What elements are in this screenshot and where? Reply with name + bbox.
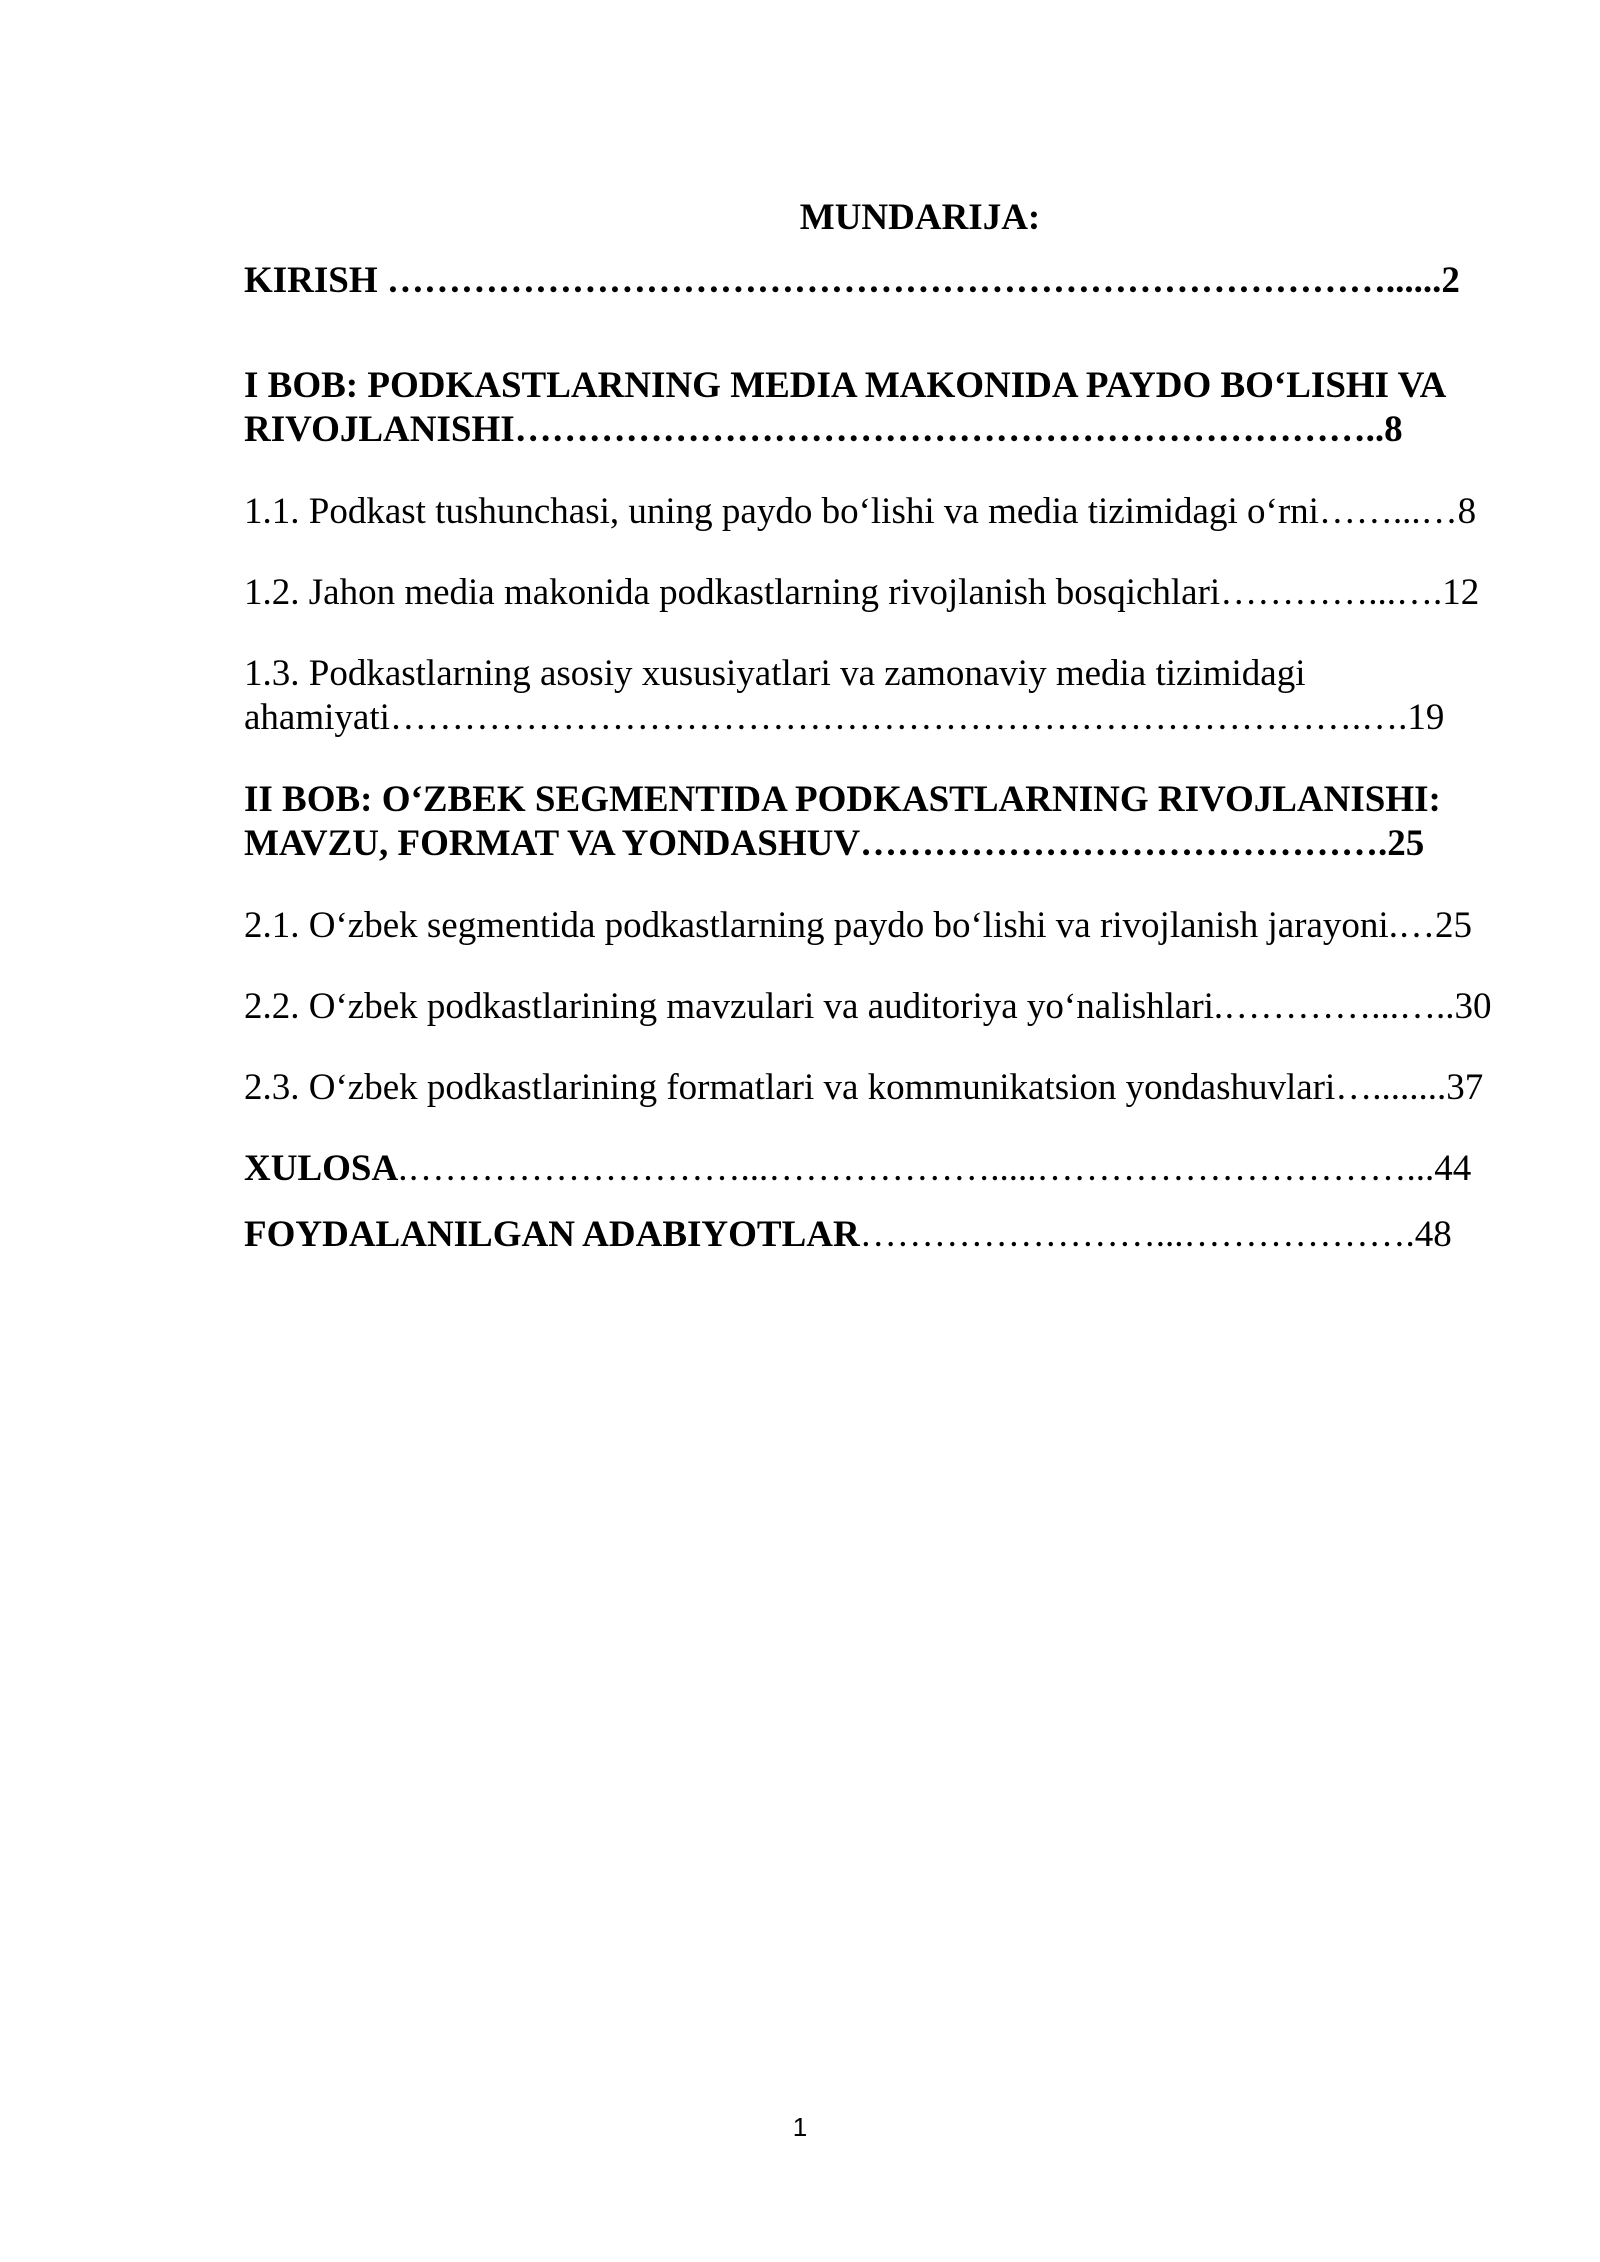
toc-entry-page: 2 [1441,260,1460,301]
toc-entry-title-line1: 1.3. Podkastlarning asosiy xususiyatlari va zamonaviy media tizimidagi [244,653,1306,694]
toc-entry-chapter-2[interactable] [244,778,1512,866]
toc-entry-title: 1.1. Podkast tushunchasi, uning paydo bo‘lishi va media tizimidagi o‘rni [244,491,1319,532]
toc-entry-page: 19 [1407,697,1445,738]
toc-heading-text: MUNDARIJA: [799,197,1041,238]
toc-entry-leader: …………...….. [1223,986,1455,1027]
toc-entry-1-2[interactable] [244,571,1512,615]
toc-entry-page: 37 [1446,1067,1484,1108]
toc-entry-1-1[interactable] [244,490,1512,534]
toc-entry-leader: … [1397,905,1435,946]
toc-entry-page: 48 [1414,1214,1452,1255]
toc-entry-leader: ………………………………………………………………………...... [377,260,1442,301]
toc-entry-leader: …........ [1335,1067,1447,1108]
toc-entry-title: FOYDALANILGAN ADABIYOTLAR [244,1214,860,1255]
toc-entry-xulosa[interactable] [244,1147,1512,1191]
toc-entry-leader: …………………………………………………………………….…. [389,697,1408,738]
toc-entry-title-line1: II BOB: O‘ZBEK SEGMENTIDA PODKASTLARNING RIVOJLANISHI: [244,779,1441,820]
toc-entry-title: XULOSA [244,1148,399,1189]
toc-entry-page: 8 [1457,491,1477,532]
toc-entry-page: 25 [1434,905,1472,946]
toc-entry-title: MAVZU, FORMAT VA YONDASHUV [244,823,861,864]
toc-entry-title-line1: I BOB: PODKASTLARNING MEDIA MAKONIDA PAYDO BO‘LISHI VA [244,365,1447,406]
toc-entry-kirish[interactable] [244,259,1512,303]
toc-entry-chapter-1[interactable] [244,364,1512,452]
toc-entry-2-3[interactable] [244,1066,1512,1110]
toc-entry-leader: ……………………………………. [860,823,1388,864]
toc-entry-2-1[interactable] [244,904,1512,948]
toc-entry-leader: ……………………...………………. [859,1214,1415,1255]
page-number: 1 [792,2112,808,2142]
toc-entry-page: 44 [1434,1148,1472,1189]
toc-entry-title: KIRISH [244,260,378,301]
toc-entry-title: 2.3. O‘zbek podkastlarining formatlari va kommunikatsion yondashuvlari [244,1067,1336,1108]
toc-entry-leader: ……...… [1318,491,1458,532]
toc-entry-adabiyotlar[interactable] [244,1213,1512,1257]
toc-entry-2-2[interactable] [244,985,1512,1029]
toc-entry-title: 1.2. Jahon media makonida podkastlarning rivojlanish bosqichlari [244,572,1221,613]
toc-entry-page: 30 [1454,986,1492,1027]
toc-entry-leader: …………………………………………………………….. [514,409,1385,450]
toc-entry-page: 8 [1384,409,1403,450]
toc-heading [0,196,1600,240]
toc-entry-title: 2.1. O‘zbek segmentida podkastlarning paydo bo‘lishi va rivojlanish jarayoni. [244,905,1398,946]
toc-entry-leader: .………………………...……………….....…………………………... [398,1148,1435,1189]
toc-entry-page: 12 [1442,572,1480,613]
toc-entry-1-3[interactable] [244,652,1512,740]
toc-entry-title: RIVOJLANISHI [244,409,515,450]
toc-entry-title: ahamiyati [244,697,390,738]
toc-entry-leader: …………...…. [1220,572,1443,613]
toc-entry-page: 25 [1387,823,1425,864]
toc-entry-title: 2.2. O‘zbek podkastlarining mavzulari va auditoriya yo‘nalishlari. [244,986,1224,1027]
